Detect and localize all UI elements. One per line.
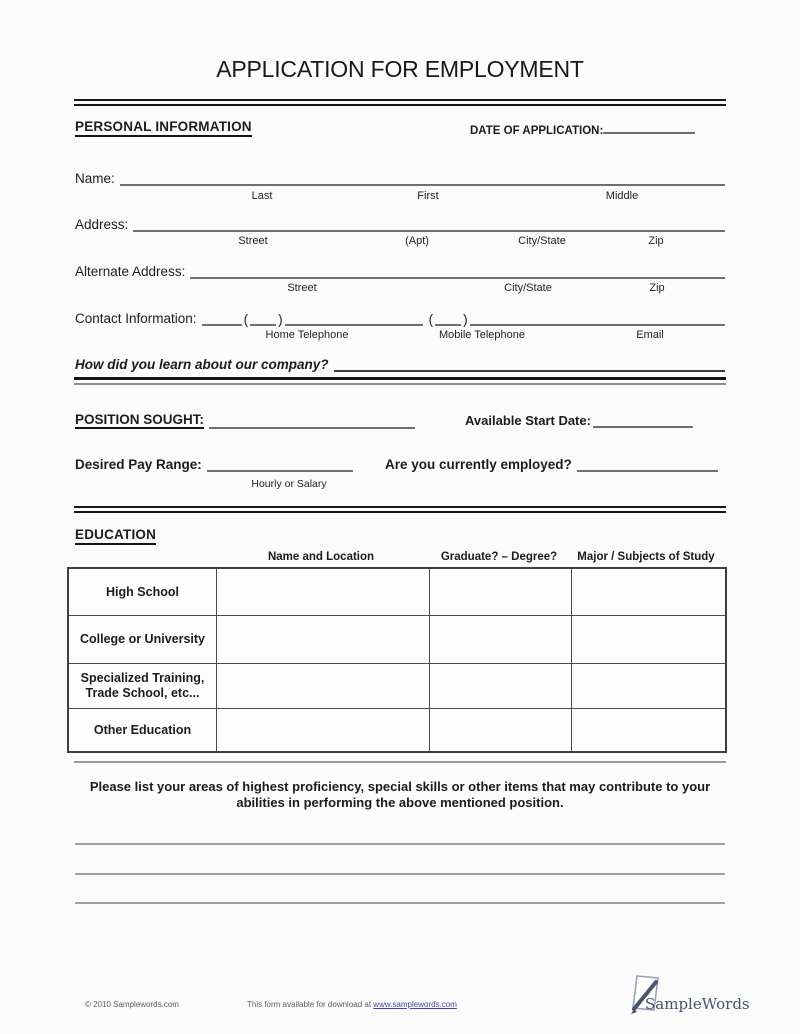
samplewords-logo-text: SampleWords <box>645 995 750 1013</box>
position-sought-field[interactable] <box>209 426 415 429</box>
date-of-application-row <box>470 125 695 137</box>
education-cell-training-major[interactable] <box>572 664 725 709</box>
column-header-name-location: Name and Location <box>267 551 375 563</box>
learn-question-row <box>75 357 725 372</box>
education-table <box>67 567 727 753</box>
address-sublabels <box>0 235 800 249</box>
pay-range-field[interactable] <box>207 469 353 472</box>
samplewords-logo <box>628 973 750 1023</box>
education-row-label: Other Education <box>69 709 217 751</box>
education-cell-college-name[interactable] <box>217 616 430 664</box>
sublabel-alt-street: Street <box>287 282 317 294</box>
sublabel-last: Last <box>251 190 273 202</box>
sublabel-alt-city-state: City/State <box>504 282 552 294</box>
section-heading-education: EDUCATION <box>75 527 156 545</box>
education-cell-highschool-major[interactable] <box>572 569 725 616</box>
skills-prompt: Please list your areas of highest proficiency, special skills or other items that may contribute to your abilities in performing the above mentioned position. <box>89 779 711 811</box>
sublabel-zip: Zip <box>648 235 664 247</box>
education-cell-training-degree[interactable] <box>430 664 572 709</box>
education-column-headers <box>0 551 800 565</box>
sublabel-street: Street <box>238 235 268 247</box>
education-row-label: High School <box>69 569 217 616</box>
learn-question-label: How did you learn about our company? <box>75 357 329 372</box>
date-of-application-label: DATE OF APPLICATION: <box>470 125 604 137</box>
sublabel-home-telephone: Home Telephone <box>265 329 349 341</box>
start-date-field[interactable] <box>593 425 693 428</box>
education-cell-college-degree[interactable] <box>430 616 572 664</box>
section-heading-personal: PERSONAL INFORMATION <box>75 119 252 137</box>
area-code-field[interactable] <box>202 323 242 326</box>
alternate-address-sublabels <box>0 282 800 296</box>
sublabel-first: First <box>417 190 439 202</box>
start-date-row <box>465 413 693 428</box>
sublabel-city-state: City/State <box>518 235 566 247</box>
sublabel-hourly-or-salary: Hourly or Salary <box>251 478 327 490</box>
education-section-divider <box>74 761 726 763</box>
position-sought-row <box>75 412 415 429</box>
address-label: Address: <box>75 217 129 232</box>
position-sought-label: POSITION SOUGHT: <box>75 412 205 427</box>
contact-label: Contact Information: <box>75 311 197 326</box>
address-field[interactable] <box>133 229 725 232</box>
education-cell-college-major[interactable] <box>572 616 725 664</box>
education-cell-other-degree[interactable] <box>430 709 572 751</box>
footer-download-note <box>247 1000 457 1009</box>
date-of-application-field[interactable] <box>603 131 695 134</box>
education-cell-highschool-degree[interactable] <box>430 569 572 616</box>
pay-range-label: Desired Pay Range: <box>75 457 202 472</box>
pay-range-row <box>75 457 353 472</box>
sublabel-alt-zip: Zip <box>649 282 665 294</box>
name-label: Name: <box>75 171 115 186</box>
paren-close-1: ) <box>278 312 283 327</box>
education-cell-highschool-name[interactable] <box>217 569 430 616</box>
name-field[interactable] <box>120 183 725 186</box>
sublabel-middle: Middle <box>605 190 639 202</box>
paren-open-1: ( <box>243 312 249 327</box>
skills-write-line-3[interactable] <box>75 902 725 904</box>
email-field[interactable] <box>470 323 725 326</box>
currently-employed-label: Are you currently employed? <box>385 457 572 472</box>
personal-section-divider <box>74 377 726 385</box>
skills-write-line-1[interactable] <box>75 843 725 845</box>
education-row-label: College or University <box>69 616 217 664</box>
column-header-major-subjects: Major / Subjects of Study <box>577 551 715 563</box>
name-sublabels <box>0 190 800 204</box>
paren-close-2: ) <box>463 312 468 327</box>
footer-copyright: © 2010 Samplewords.com <box>85 1000 179 1009</box>
footer-download-link[interactable]: www.samplewords.com <box>373 1000 457 1009</box>
contact-row <box>75 311 725 326</box>
footer-download-text: This form available for download at <box>247 1000 374 1009</box>
name-row <box>75 171 725 186</box>
home-phone-prefix-field[interactable] <box>250 323 276 326</box>
alternate-address-row <box>75 264 725 279</box>
learn-question-field[interactable] <box>334 369 725 372</box>
mobile-phone-prefix-field[interactable] <box>435 323 461 326</box>
start-date-label: Available Start Date: <box>465 413 591 428</box>
position-section-divider <box>74 506 726 513</box>
alternate-address-label: Alternate Address: <box>75 264 186 279</box>
education-row-label: Specialized Training, Trade School, etc... <box>69 664 217 709</box>
skills-write-line-2[interactable] <box>75 873 725 875</box>
form-title: APPLICATION FOR EMPLOYMENT <box>216 56 584 82</box>
education-cell-other-name[interactable] <box>217 709 430 751</box>
sublabel-mobile-telephone: Mobile Telephone <box>438 329 526 341</box>
title-divider <box>74 99 726 106</box>
currently-employed-row <box>385 457 718 472</box>
address-row <box>75 217 725 232</box>
column-header-graduate-degree: Graduate? – Degree? <box>440 551 558 563</box>
sublabel-apt: (Apt) <box>405 235 429 247</box>
education-cell-training-name[interactable] <box>217 664 430 709</box>
contact-sublabels <box>0 329 800 343</box>
paren-open-2: ( <box>428 312 434 327</box>
education-cell-other-major[interactable] <box>572 709 725 751</box>
currently-employed-field[interactable] <box>577 469 718 472</box>
sublabel-email: Email <box>636 329 664 341</box>
alternate-address-field[interactable] <box>190 276 725 279</box>
home-phone-field[interactable] <box>285 323 423 326</box>
